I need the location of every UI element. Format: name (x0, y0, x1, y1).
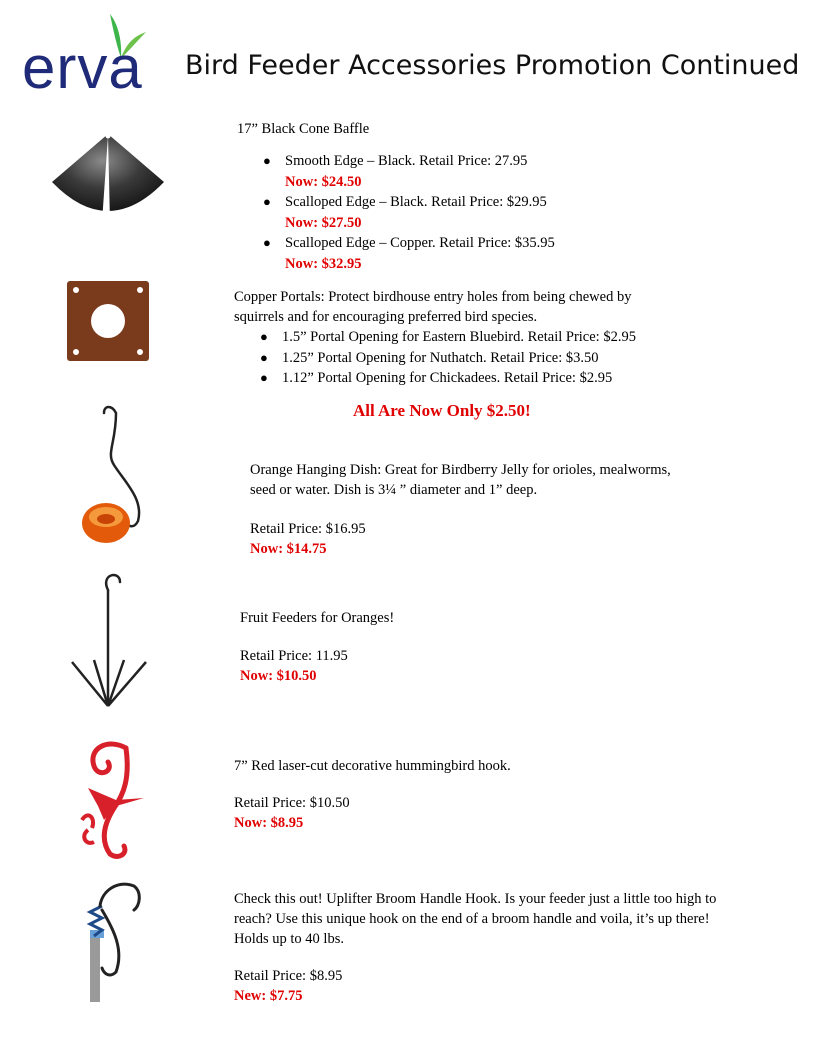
copper-portal-image (66, 280, 150, 362)
portals-promo: All Are Now Only $2.50! (353, 401, 531, 420)
fruit-sale-price: Now: $10.50 (240, 668, 317, 684)
list-item: ● Scalloped Edge – Copper. Retail Price: $35.95 (263, 235, 555, 251)
sale-price: Now: $27.50 (285, 214, 362, 231)
cone-baffle-image (48, 130, 168, 225)
orange-dish-image (76, 403, 156, 548)
uplifter-hook-image (84, 880, 150, 1002)
portals-desc-1: Copper Portals: Protect birdhouse entry holes from being chewed by (234, 289, 632, 305)
uplifter-desc-3: Holds up to 40 lbs. (234, 931, 344, 947)
hook-retail-price: Retail Price: $10.50 (234, 795, 350, 811)
uplifter-retail-price: Retail Price: $8.95 (234, 968, 343, 984)
portals-list (260, 327, 636, 389)
baffle-list (263, 151, 555, 274)
fruit-feeder-image (70, 570, 150, 710)
sale-price: Now: $32.95 (285, 255, 362, 272)
portals-desc-2: squirrels and for encouraging preferred bird species. (234, 309, 538, 325)
list-item: ● 1.12” Portal Opening for Chickadees. Retail Price: $2.95 (260, 370, 613, 386)
sale-price: Now: $24.50 (285, 173, 362, 190)
baffle-heading: 17” Black Cone Baffle (237, 121, 370, 137)
dish-desc-2: seed or water. Dish is 3¼ ” diameter and 1” deep. (250, 482, 538, 498)
fruit-desc: Fruit Feeders for Oranges! (240, 610, 395, 626)
erva-logo (22, 10, 172, 100)
list-item: ● Smooth Edge – Black. Retail Price: 27.95 (263, 153, 528, 169)
list-item: ● Scalloped Edge – Black. Retail Price: $29.95 (263, 194, 547, 210)
hook-sale-price: Now: $8.95 (234, 815, 304, 831)
uplifter-desc-2: reach? Use this unique hook on the end of a broom handle and voila, it’s up there! (234, 911, 710, 927)
dish-retail-price: Retail Price: $16.95 (250, 521, 366, 537)
page-title: Bird Feeder Accessories Promotion Continued (185, 50, 800, 81)
list-item: ● 1.5” Portal Opening for Eastern Bluebird. Retail Price: $2.95 (260, 329, 636, 345)
dish-desc-1: Orange Hanging Dish: Great for Birdberry Jelly for orioles, mealworms, (250, 462, 671, 478)
fruit-retail-price: Retail Price: 11.95 (240, 648, 348, 664)
list-item: ● 1.25” Portal Opening for Nuthatch. Retail Price: $3.50 (260, 349, 599, 366)
logo-text: erva (22, 34, 143, 101)
dish-sale-price: Now: $14.75 (250, 541, 327, 557)
uplifter-sale-price: New: $7.75 (234, 988, 303, 1004)
hummingbird-hook-image (74, 738, 149, 860)
hook-desc: 7” Red laser-cut decorative hummingbird hook. (234, 758, 511, 774)
uplifter-desc-1: Check this out! Uplifter Broom Handle Hook. Is your feeder just a little too high to (234, 891, 717, 907)
